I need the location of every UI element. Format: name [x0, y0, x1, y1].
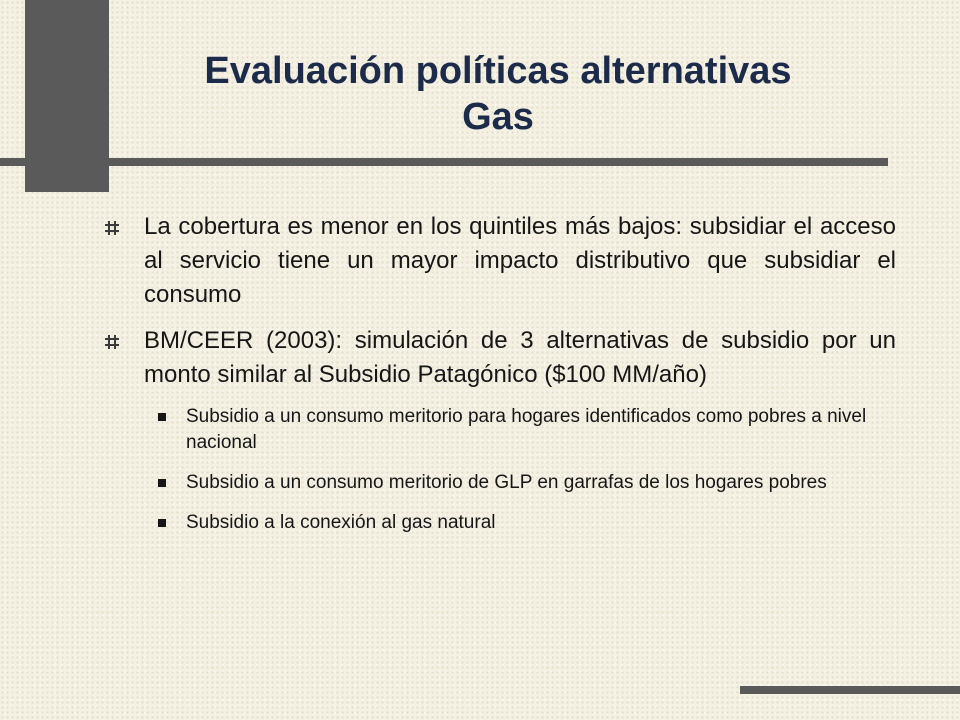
sub-bullet-item	[100, 510, 896, 536]
sub-bullet-item	[100, 404, 896, 456]
hash-bullet-icon	[105, 335, 119, 349]
square-bullet-icon	[158, 413, 166, 421]
bullet-text: La cobertura es menor en los quintiles más bajos: subsidiar el acceso al servicio tiene un mayor impacto distributivo que subsidiar el consumo	[144, 213, 896, 308]
bullet-text: BM/CEER (2003): simulación de 3 alternativas de subsidio por un monto similar al Subsidio Patagónico ($100 MM/año)	[144, 327, 896, 388]
sub-bullet-text: Subsidio a un consumo meritorio de GLP en garrafas de los hogares pobres	[186, 472, 827, 493]
square-bullet-icon	[158, 479, 166, 487]
bullet-item	[100, 324, 896, 392]
sub-bullet-list	[100, 404, 896, 536]
slide-title-line1: Evaluación políticas alternativas	[204, 50, 792, 92]
footer-bar	[740, 686, 960, 694]
slide-content	[100, 210, 896, 550]
bullet-item	[100, 210, 896, 312]
sub-bullet-item	[100, 470, 896, 496]
sub-bullet-text: Subsidio a la conexión al gas natural	[186, 512, 496, 533]
sub-bullet-text: Subsidio a un consumo meritorio para hogares identificados como pobres a nivel nacional	[186, 406, 867, 453]
title-underline-bar	[0, 158, 888, 166]
slide-title	[110, 48, 886, 140]
square-bullet-icon	[158, 519, 166, 527]
hash-bullet-icon	[105, 221, 119, 235]
slide-title-line2: Gas	[462, 96, 534, 138]
